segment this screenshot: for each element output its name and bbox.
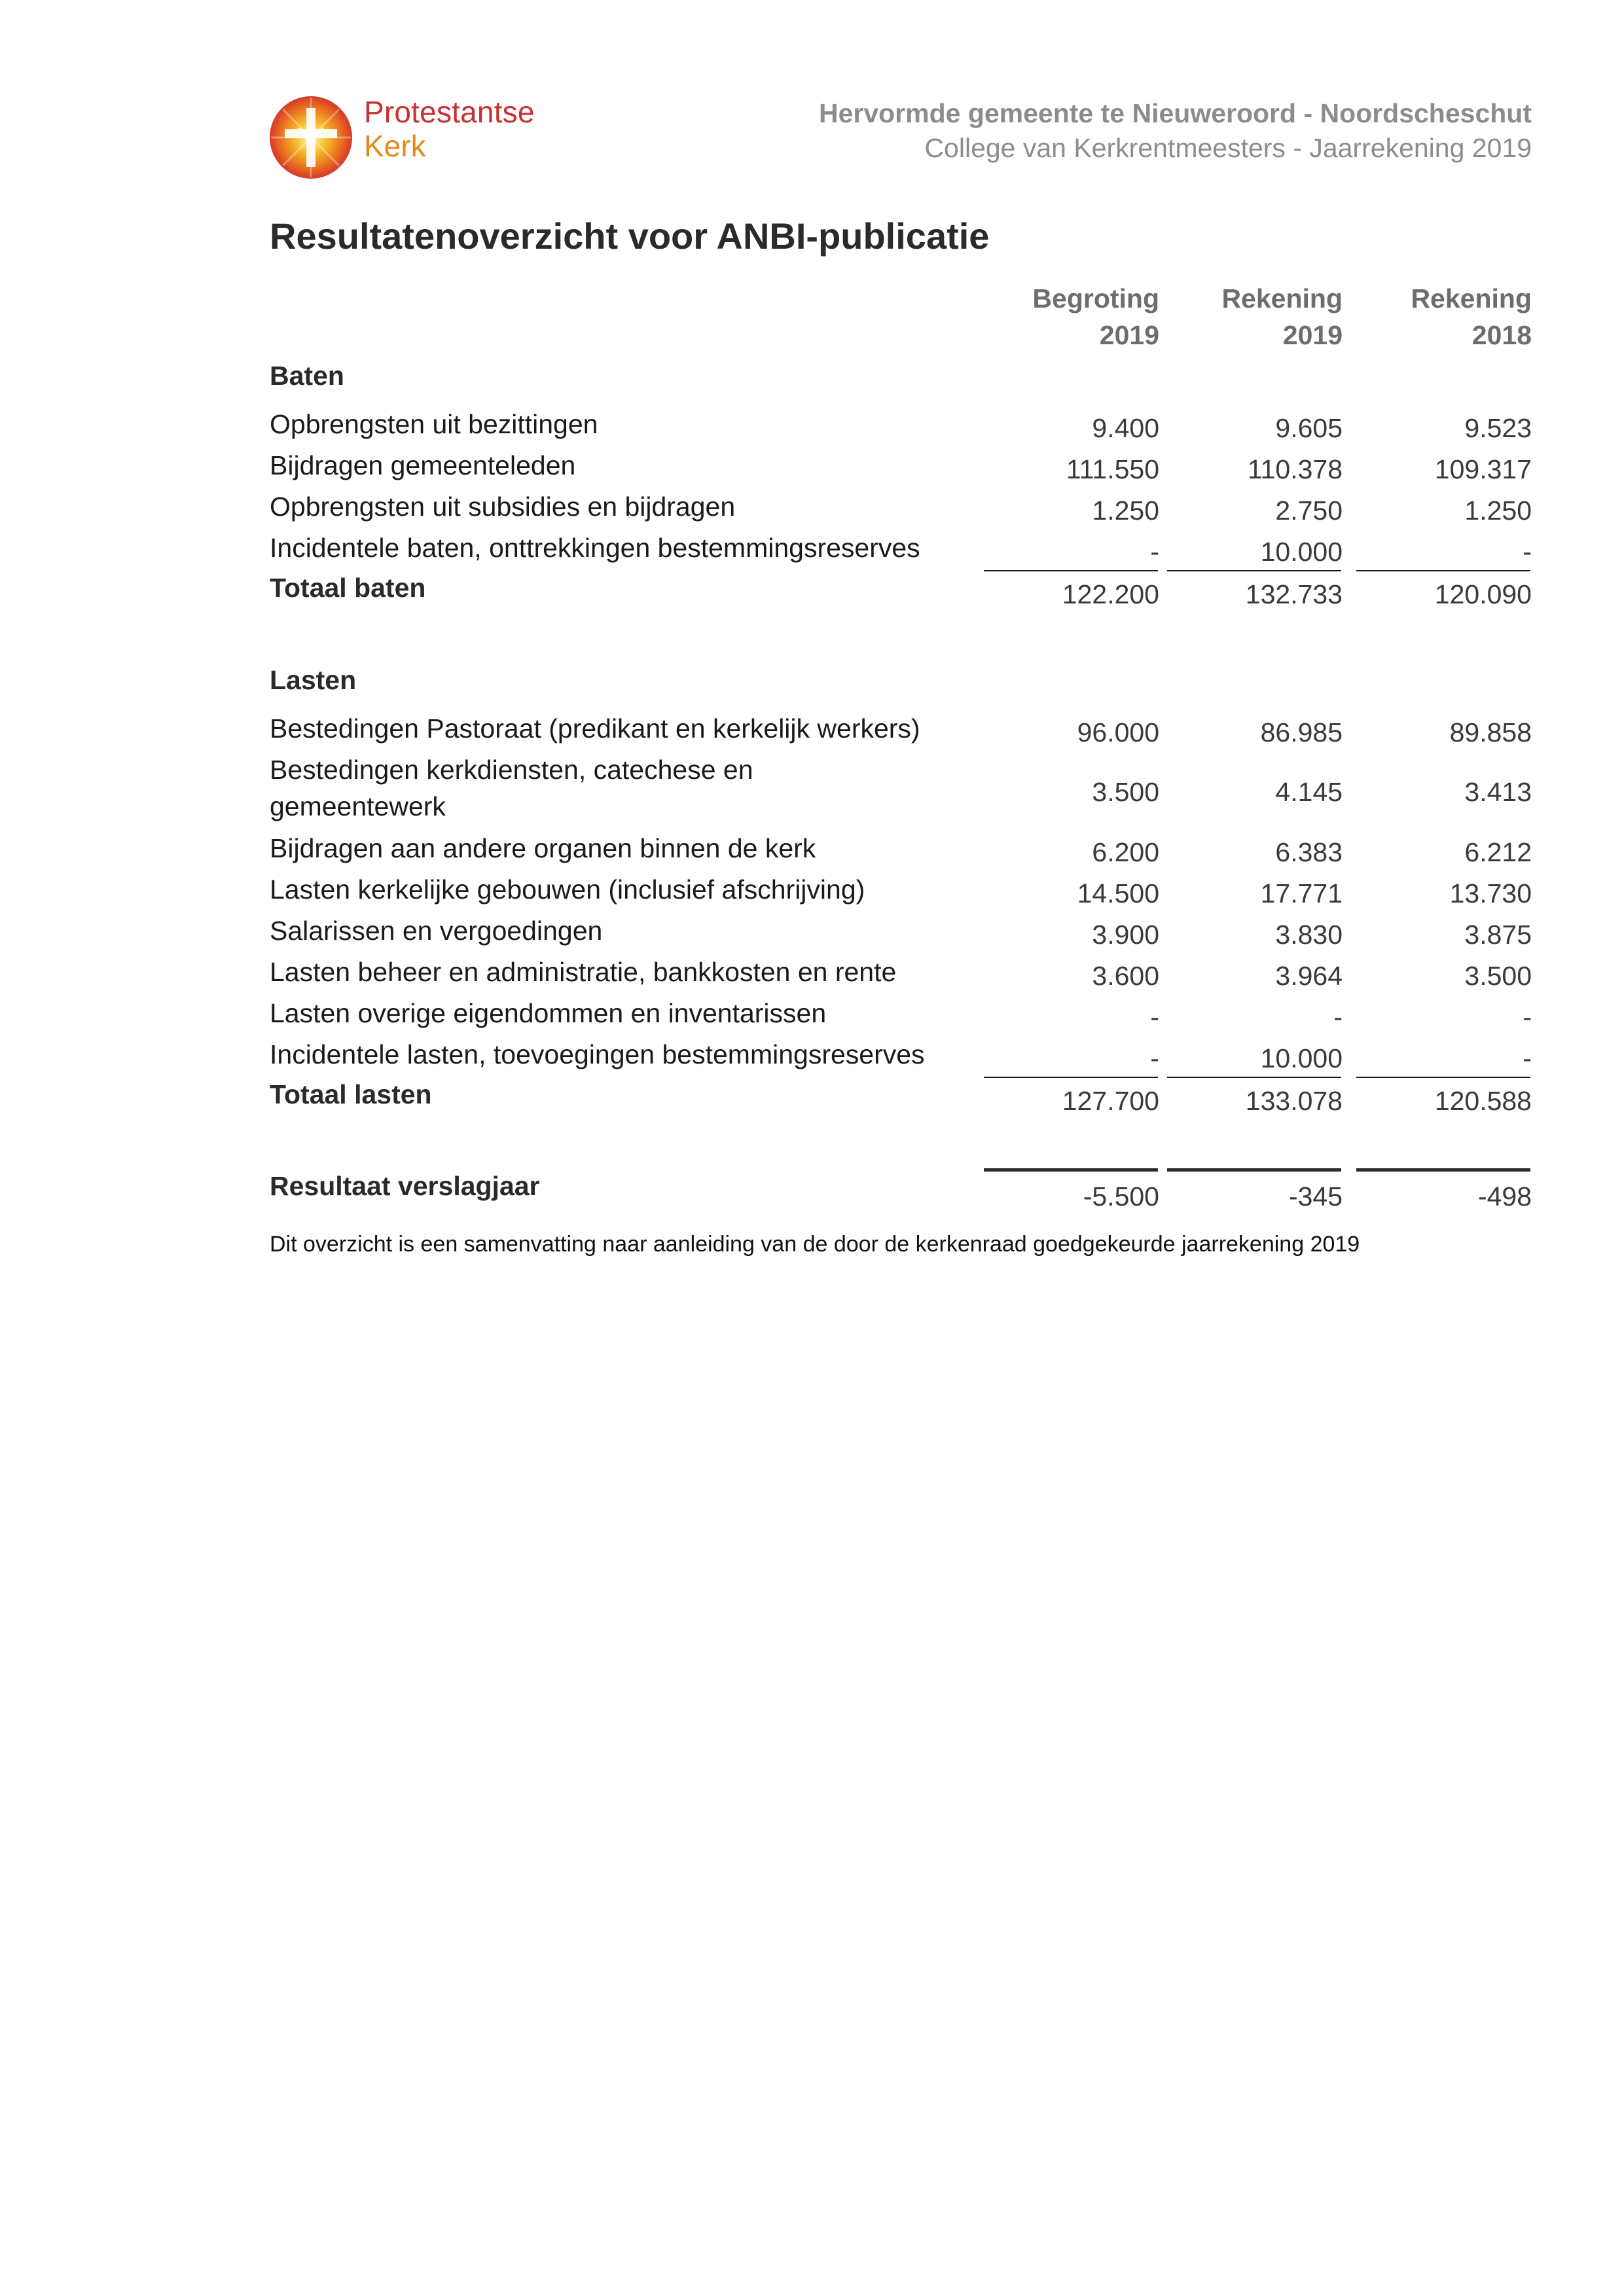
row-value: 1.250 bbox=[1092, 495, 1159, 526]
row-value: - bbox=[1150, 537, 1159, 567]
row-value: 3.500 bbox=[1092, 777, 1159, 807]
row-label: Bijdragen aan andere organen binnen de kerk bbox=[270, 833, 816, 863]
column-header-rekening-2018: Rekening 2018 bbox=[1411, 283, 1532, 350]
row-label: Opbrengsten uit bezittingen bbox=[270, 409, 598, 439]
section-heading-lasten: Lasten bbox=[270, 665, 357, 695]
row-value: 3.900 bbox=[1092, 920, 1159, 950]
row-label: Lasten kerkelijke gebouwen (inclusief afschrijving) bbox=[270, 874, 865, 905]
subtotal-rule bbox=[1167, 570, 1341, 571]
row-value: 86.985 bbox=[1260, 717, 1343, 747]
row-value: 1.250 bbox=[1464, 495, 1532, 526]
protestantse-kerk-logo-icon bbox=[268, 95, 353, 180]
row-value: 9.523 bbox=[1464, 413, 1532, 443]
row-value: 109.317 bbox=[1434, 454, 1532, 484]
row-value: 3.500 bbox=[1464, 961, 1532, 991]
row-label: Lasten overige eigendommen en inventarissen bbox=[270, 998, 827, 1028]
brand-wordmark bbox=[364, 97, 535, 161]
row-value: - bbox=[1150, 1043, 1159, 1073]
row-value: 14.500 bbox=[1077, 878, 1159, 908]
subtotal-rule bbox=[1356, 570, 1530, 571]
row-label: Bestedingen Pastoraat (predikant en kerkelijk werkers) bbox=[270, 713, 920, 744]
total-baten-value: 132.733 bbox=[1245, 579, 1343, 609]
total-lasten-value: 127.700 bbox=[1062, 1086, 1159, 1116]
row-value: 9.605 bbox=[1275, 413, 1343, 443]
result-value: -345 bbox=[1288, 1181, 1343, 1211]
row-value: 3.964 bbox=[1275, 961, 1343, 991]
subtotal-rule bbox=[984, 1077, 1158, 1078]
column-header-begroting-2019: Begroting 2019 bbox=[1032, 283, 1159, 350]
result-label: Resultaat verslagjaar bbox=[270, 1171, 540, 1201]
organisation-name: Hervormde gemeente te Nieuweroord - Noordscheschut bbox=[818, 98, 1532, 128]
row-value: - bbox=[1333, 1002, 1343, 1032]
section-heading-baten: Baten bbox=[270, 361, 344, 391]
column-header-rekening-2019: Rekening 2019 bbox=[1221, 283, 1343, 350]
row-value: 110.378 bbox=[1247, 454, 1343, 484]
row-value: 9.400 bbox=[1092, 413, 1159, 443]
row-value: 2.750 bbox=[1275, 495, 1343, 526]
result-value: -498 bbox=[1477, 1181, 1532, 1211]
row-label: Incidentele lasten, toevoegingen bestemmingsreserves bbox=[270, 1039, 925, 1069]
row-value: 10.000 bbox=[1260, 1043, 1343, 1073]
subtotal-rule bbox=[1356, 1077, 1530, 1078]
row-value: 6.200 bbox=[1092, 837, 1159, 867]
row-value: 4.145 bbox=[1275, 777, 1343, 807]
total-baten-label: Totaal baten bbox=[270, 573, 426, 603]
row-value: 3.875 bbox=[1464, 920, 1532, 950]
total-lasten-value: 133.078 bbox=[1245, 1086, 1343, 1116]
brand-line-2: Kerk bbox=[364, 129, 426, 163]
row-value: 111.550 bbox=[1066, 454, 1159, 484]
footnote: Dit overzicht is een samenvatting naar aanleiding van de door de kerkenraad goedgekeurde jaarrekening 2019 bbox=[270, 1232, 1360, 1257]
row-label: Bestedingen kerkdiensten, catechese en gemeentewerk bbox=[270, 755, 753, 821]
row-value: 89.858 bbox=[1449, 717, 1532, 747]
row-value: - bbox=[1523, 537, 1532, 567]
row-value: 96.000 bbox=[1077, 717, 1159, 747]
page-title: Resultatenoverzicht voor ANBI-publicatie bbox=[270, 215, 990, 257]
row-label: Lasten beheer en administratie, bankkosten en rente bbox=[270, 957, 897, 987]
total-lasten-value: 120.588 bbox=[1434, 1086, 1532, 1116]
total-lasten-label: Totaal lasten bbox=[270, 1079, 432, 1109]
total-baten-value: 122.200 bbox=[1062, 579, 1159, 609]
row-value: 6.383 bbox=[1275, 837, 1343, 867]
result-rule bbox=[1167, 1168, 1341, 1172]
row-label: Opbrengsten uit subsidies en bijdragen bbox=[270, 492, 736, 522]
document-subtitle: College van Kerkrentmeesters - Jaarrekening 2019 bbox=[924, 133, 1532, 163]
row-value: 17.771 bbox=[1260, 878, 1343, 908]
result-rule bbox=[984, 1168, 1158, 1172]
row-label: Bijdragen gemeenteleden bbox=[270, 450, 576, 480]
row-value: 3.600 bbox=[1092, 961, 1159, 991]
subtotal-rule bbox=[984, 570, 1158, 571]
row-value: 3.413 bbox=[1464, 777, 1532, 807]
result-value: -5.500 bbox=[1083, 1181, 1159, 1211]
brand-line-1: Protestantse bbox=[364, 95, 535, 129]
row-value: 10.000 bbox=[1260, 537, 1343, 567]
row-label: Incidentele baten, onttrekkingen bestemmingsreserves bbox=[270, 533, 920, 563]
row-value: 13.730 bbox=[1449, 878, 1532, 908]
row-value: - bbox=[1150, 1002, 1159, 1032]
result-rule bbox=[1356, 1168, 1530, 1172]
row-value: - bbox=[1523, 1002, 1532, 1032]
row-value: 6.212 bbox=[1464, 837, 1532, 867]
row-value: - bbox=[1523, 1043, 1532, 1073]
total-baten-value: 120.090 bbox=[1434, 579, 1532, 609]
row-label: Salarissen en vergoedingen bbox=[270, 916, 603, 946]
subtotal-rule bbox=[1167, 1077, 1341, 1078]
row-value: 3.830 bbox=[1275, 920, 1343, 950]
